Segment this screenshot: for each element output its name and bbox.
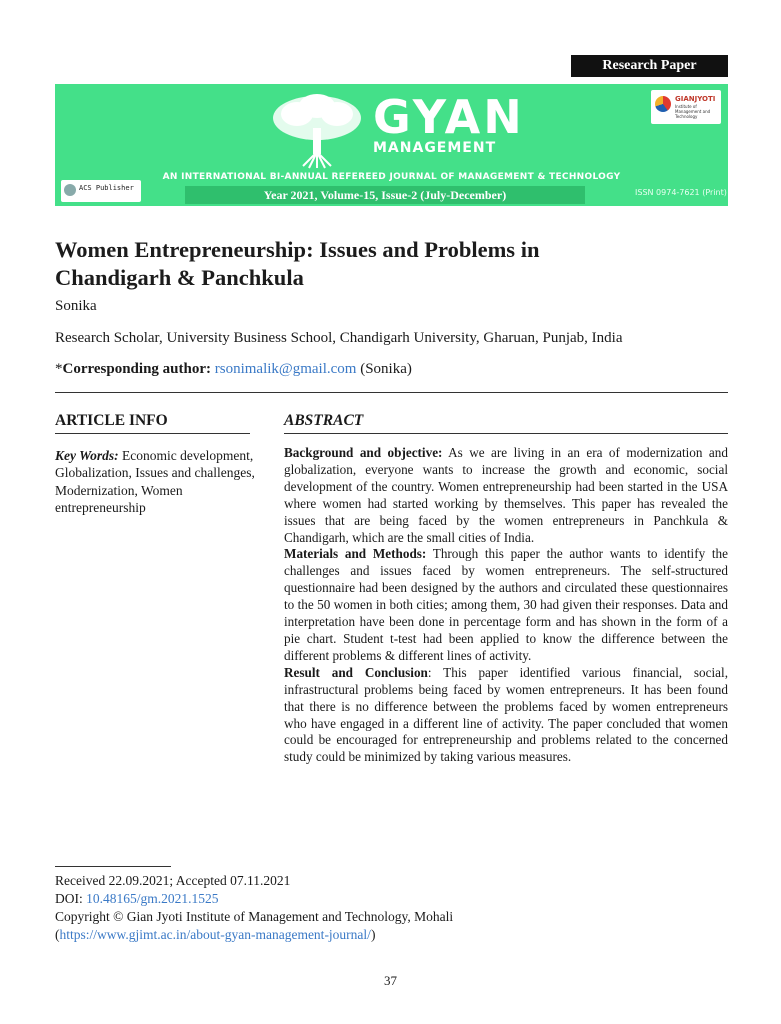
corr-email-link[interactable]: rsonimalik@gmail.com [214,361,357,377]
url-open: ( [55,927,60,942]
tree-logo-icon [267,90,367,170]
author-affiliation: Research Scholar, University Business School, Chandigarh University, Gharuan, Punjab, India [55,330,623,346]
title-line-2: Chandigarh & Panchkula [55,265,304,290]
abstract-methods [284,546,728,664]
abstract-heading: ABSTRACT [284,412,364,429]
url-close: ) [370,927,376,942]
issue-info: Year 2021, Volume-15, Issue-2 (July-December) [263,188,507,202]
publisher-name: ACS Publisher [79,184,134,192]
corresponding-author [55,361,412,378]
keywords [55,447,255,517]
doi-link[interactable]: 10.48165/gm.2021.1525 [86,891,219,906]
journal-subname: MANAGEMENT [373,140,497,156]
abstract-rule [284,433,728,434]
institute-logo-name: GIANJYOTI [675,95,716,103]
footnote-rule [55,866,171,867]
journal-url-link[interactable]: https://www.gjimt.ac.in/about-gyan-management-journal/ [59,927,371,942]
article-info-heading: ARTICLE INFO [55,412,168,429]
article-info-rule [55,433,250,434]
article-type-badge: Research Paper [571,55,728,77]
corr-prefix: * [55,361,63,377]
abstract-results-text: : This paper identified various financial, social, infrastructural problems being faced by women entrepreneurs. It has been found that there is no difference between the problems faced by women entrepreneurs who have engaged in a different line of activity. The paper concluded that women could be encouraged for entrepreneurship and problems related to the concerned study could be minimized by taking various measures. [284,664,728,765]
institute-logo-icon [655,96,671,112]
abstract-methods-text: Through this paper the author wants to identify the challenges and issues faced by women entrepreneurs. The self-structured questionnaire had been designed by the authors and circulated these questionnaires to the 50 women in both cities; among them, 30 had given their responses. Data and interpretation have been done in percentage form and has shown in the form of a pie chart. Student t-test had been applied to know the difference between the different problems & different lines of activity. [284,546,728,663]
abstract-body [284,445,728,766]
journal-url [55,927,375,943]
received-dates: Received 22.09.2021; Accepted 07.11.2021 [55,873,291,888]
keywords-label: Key Words: [55,448,119,463]
keywords-text: Economic development, Globalization, Issues and challenges, Modernization, Women entrepreneurship [55,448,255,516]
publisher-badge [61,180,141,202]
corr-suffix: (Sonika) [356,361,412,377]
journal-tagline: AN INTERNATIONAL BI-ANNUAL REFEREED JOURNAL OF MANAGEMENT & TECHNOLOGY [162,172,621,182]
doi [55,891,219,907]
journal-banner [55,84,728,206]
institute-logo [651,90,721,124]
publisher-icon [64,184,76,196]
author-name: Sonika [55,298,97,314]
page-number: 37 [384,973,397,988]
copyright: Copyright © Gian Jyoti Institute of Management and Technology, Mohali [55,909,454,924]
abstract-results [284,665,728,766]
doi-label: DOI: [55,891,87,906]
article-title [55,236,735,292]
abstract-background [284,445,728,546]
issn: ISSN 0974-7621 (Print) [635,188,727,197]
divider-top [55,392,728,393]
corr-label: Corresponding author: [62,361,211,377]
institute-logo-subtitle: Institute of Management and Technology [675,104,711,119]
abstract-background-label: Background and objective: [284,445,443,460]
journal-name: GYAN [373,90,525,144]
title-line-1: Women Entrepreneurship: Issues and Problems in [55,237,540,262]
abstract-background-text: As we are living in an era of modernization and globalization, everyone wants to increase the growth and economic, social development of the country. Women entrepreneurship had been started in the USA where women had started working by themselves. This paper has revealed the issues that are being faced by the women entrepreneurs in Panchkula & Chandigarh, which are the small cities of India. [284,445,728,545]
abstract-methods-label: Materials and Methods: [284,546,427,562]
abstract-results-label: Result and Conclusion [284,664,428,680]
